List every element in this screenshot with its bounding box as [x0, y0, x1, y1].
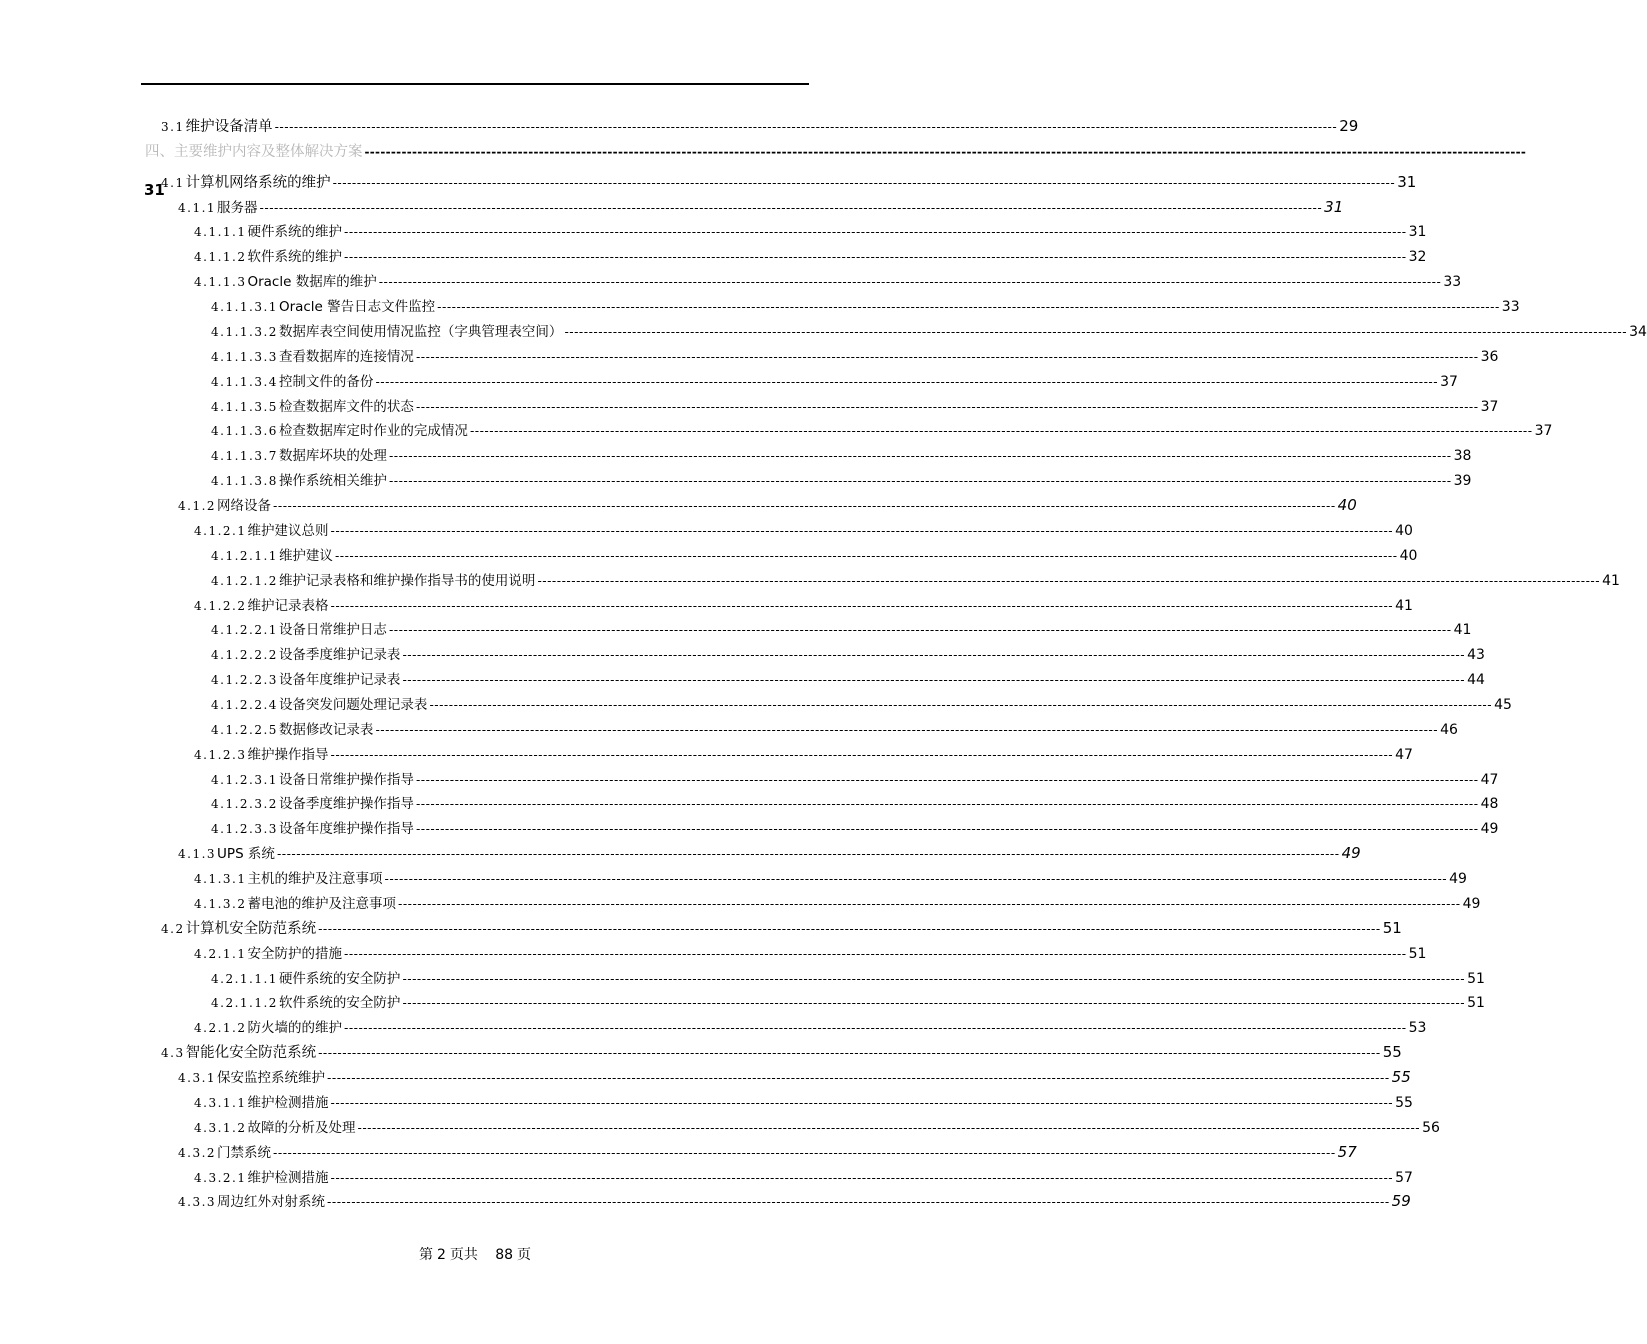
- footer-current-page: 2: [436, 1247, 446, 1263]
- toc-entry-title: 维护建议总则: [247, 522, 329, 539]
- toc-entry-title: 四、主要维护内容及整体解决方案: [145, 143, 363, 160]
- toc-entry-title: 软件系统的维护: [247, 249, 342, 266]
- toc-entry-number: 4.1.1.1: [194, 225, 247, 240]
- toc-entry[interactable]: [211, 643, 1485, 665]
- toc-dot-leader: ----------------------------------------------------------------------------------------------------------------------------------------------------------------------------------------------------------------------------: [415, 772, 1479, 787]
- toc-dot-leader: ----------------------------------------------------------------------------------------------------------------------------------------------------------------------------------------------------------------------------: [318, 921, 1381, 936]
- toc-entry-title: Oracle 警告日志文件监控: [278, 299, 436, 316]
- toc-entry-number: 4.1.2.3.2: [211, 797, 278, 812]
- toc-entry[interactable]: [194, 270, 1462, 292]
- toc-entry-title: 设备年度维护操作指导: [278, 821, 414, 838]
- toc-entry-page: 45: [1494, 697, 1512, 713]
- toc-entry-page: 40: [1337, 496, 1357, 515]
- toc-entry[interactable]: [211, 991, 1485, 1013]
- toc-entry[interactable]: [194, 1016, 1427, 1038]
- toc-entry-number: 4.1.1.3.1: [211, 300, 278, 315]
- footer-total-pages: 88: [495, 1247, 514, 1263]
- toc-dot-leader: ----------------------------------------------------------------------------------------------------------------------------------------------------------------------------------------------------------------------------: [415, 822, 1479, 837]
- toc-entry-page: 31: [1324, 197, 1344, 216]
- toc-entry-page: 51: [1467, 995, 1485, 1012]
- toc-entry-page: 41: [1453, 622, 1472, 639]
- toc-entry-title: 硬件系统的维护: [247, 224, 342, 241]
- toc-entry-title: 设备年度维护记录表: [278, 672, 401, 689]
- toc-dot-leader: ----------------------------------------------------------------------------------------------------------------------------------------------------------------------------------------------------------------------------: [415, 399, 1479, 414]
- toc-dot-leader: ----------------------------------------------------------------------------------------------------------------------------------------------------------------------------------------------------------------------------: [402, 996, 1466, 1011]
- toc-entry[interactable]: [211, 817, 1499, 839]
- toc-entry-number: 4.1.2.3.1: [211, 772, 278, 787]
- toc-entry-number: 4.1.2.2.2: [211, 648, 278, 663]
- toc-entry-title: 硬件系统的安全防护: [278, 970, 401, 987]
- toc-entry[interactable]: [211, 345, 1499, 367]
- toc-entry-number: 4.3.2.1: [194, 1170, 247, 1185]
- toc-entry[interactable]: [161, 171, 1417, 193]
- toc-entry[interactable]: [178, 1141, 1357, 1163]
- toc-entry-title: Oracle 数据库的维护: [247, 274, 377, 291]
- toc-entry-title: 操作系统相关维护: [278, 473, 387, 490]
- toc-entry[interactable]: [161, 917, 1402, 939]
- toc-entry-number: 3.1: [161, 120, 185, 134]
- toc-entry-page: 37: [1480, 398, 1499, 415]
- toc-entry-number: 4.2: [161, 921, 185, 936]
- toc-entry-page: 49: [1341, 844, 1361, 863]
- toc-dot-leader: ----------------------------------------------------------------------------------------------------------------------------------------------------------------------------------------------------------------------------: [364, 144, 1527, 159]
- toc-entry-page: 36: [1480, 348, 1499, 365]
- toc-dot-leader: ----------------------------------------------------------------------------------------------------------------------------------------------------------------------------------------------------------------------------: [378, 275, 1442, 290]
- toc-entry-title: 故障的分析及处理: [247, 1119, 356, 1136]
- toc-entry-number: 4.1.2.2.4: [211, 698, 278, 712]
- toc-dot-leader: ----------------------------------------------------------------------------------------------------------------------------------------------------------------------------------------------------------------------------: [384, 872, 1448, 887]
- toc-entry-number: 4.1.1.3.8: [211, 474, 278, 489]
- toc-entry[interactable]: [194, 220, 1427, 242]
- toc-entry[interactable]: [211, 320, 1647, 342]
- toc-entry-page: 56: [1422, 1119, 1440, 1136]
- toc-entry[interactable]: [211, 395, 1499, 417]
- toc-dot-leader: ----------------------------------------------------------------------------------------------------------------------------------------------------------------------------------------------------------------------------: [318, 1046, 1381, 1061]
- toc-entry[interactable]: [194, 519, 1413, 541]
- toc-entry-page: 40: [1399, 547, 1418, 564]
- toc-entry-title: 周边红外对射系统: [217, 1194, 326, 1211]
- toc-entry-page: 57: [1395, 1169, 1413, 1186]
- toc-entry-number: 4.1: [161, 175, 185, 190]
- toc-entry-title: 计算机安全防范系统: [185, 920, 317, 937]
- toc-entry-page: 51: [1408, 945, 1427, 962]
- toc-dot-leader: ----------------------------------------------------------------------------------------------------------------------------------------------------------------------------------------------------------------------------: [343, 250, 1407, 265]
- toc-entry-page: 48: [1480, 796, 1499, 813]
- toc-entry-title: 数据修改记录表: [278, 721, 374, 738]
- toc-entry-title: 检查数据库定时作业的完成情况: [278, 423, 468, 440]
- toc-entry-title: 数据库表空间使用情况监控（字典管理表空间）: [278, 323, 563, 340]
- toc-entry-title: 防火墙的的维护: [247, 1020, 342, 1037]
- toc-entry-page: 29: [1339, 117, 1359, 135]
- toc-entry[interactable]: [178, 1066, 1411, 1088]
- toc-dot-leader: ----------------------------------------------------------------------------------------------------------------------------------------------------------------------------------------------------------------------------: [437, 300, 1500, 315]
- toc-entry-page: 41: [1395, 597, 1413, 614]
- toc-entry-title: 维护检测措施: [247, 1094, 329, 1111]
- toc-entry-number: 4.1.2: [178, 499, 217, 514]
- toc-entry-number: 4.1.1: [178, 200, 217, 215]
- toc-entry-title: 门禁系统: [217, 1144, 272, 1161]
- toc-dot-leader: ----------------------------------------------------------------------------------------------------------------------------------------------------------------------------------------------------------------------------: [402, 971, 1466, 986]
- toc-entry-title: 维护记录表格: [247, 597, 329, 614]
- toc-entry-title: 智能化安全防范系统: [185, 1045, 317, 1062]
- toc-entry-title: 查看数据库的连接情况: [278, 348, 414, 365]
- toc-entry-title: 安全防护的措施: [247, 945, 342, 962]
- toc-dot-leader: ----------------------------------------------------------------------------------------------------------------------------------------------------------------------------------------------------------------------------: [330, 1170, 1394, 1185]
- toc-entry-number: 4.3: [161, 1046, 185, 1061]
- toc-entry-page: 40: [1395, 522, 1413, 539]
- toc-entry-page: 49: [1462, 895, 1481, 912]
- footer-middle: 页共: [449, 1247, 478, 1263]
- toc-entry[interactable]: [194, 892, 1481, 914]
- toc-dot-leader: ----------------------------------------------------------------------------------------------------------------------------------------------------------------------------------------------------------------------------: [276, 847, 1340, 862]
- toc-entry-number: 4.1.2.1: [194, 523, 247, 538]
- toc-entry-title: 服务器: [217, 199, 258, 216]
- toc-entry-page: 37: [1440, 373, 1458, 390]
- toc-dot-leader: ----------------------------------------------------------------------------------------------------------------------------------------------------------------------------------------------------------------------------: [402, 648, 1466, 663]
- toc-entry-title: 网络设备: [217, 498, 272, 515]
- toc-entry-number: 4.1.3.1: [194, 872, 247, 887]
- toc-entry-page: 55: [1382, 1043, 1402, 1062]
- toc-entry-page: 31: [1408, 224, 1427, 241]
- toc-entry[interactable]: [178, 1190, 1411, 1212]
- toc-dot-leader: ----------------------------------------------------------------------------------------------------------------------------------------------------------------------------------------------------------------------------: [330, 598, 1394, 613]
- toc-dot-leader: ----------------------------------------------------------------------------------------------------------------------------------------------------------------------------------------------------------------------------: [343, 946, 1407, 961]
- toc-entry-page: 32: [1408, 249, 1427, 266]
- toc-entry-page: 47: [1480, 771, 1499, 788]
- footer-prefix: 第: [418, 1247, 433, 1263]
- toc-entry-page: 46: [1440, 721, 1458, 738]
- toc-entry-title: 设备季度维护记录表: [278, 647, 401, 664]
- toc-entry-number: 4.1.1.3: [194, 275, 247, 290]
- toc-entry[interactable]: [145, 140, 1527, 162]
- toc-entry-number: 4.1.2.1.2: [211, 573, 278, 588]
- toc-entry-title: 维护设备清单: [185, 119, 273, 135]
- toc-dot-leader: ----------------------------------------------------------------------------------------------------------------------------------------------------------------------------------------------------------------------------: [388, 623, 1452, 638]
- toc-entry[interactable]: [211, 618, 1472, 640]
- toc-entry-number: 4.1.1.3.3: [211, 349, 278, 364]
- toc-entry[interactable]: [194, 1166, 1413, 1188]
- toc-entry[interactable]: [211, 544, 1418, 566]
- toc-entry-page: 55: [1391, 1068, 1411, 1087]
- toc-dot-leader: ----------------------------------------------------------------------------------------------------------------------------------------------------------------------------------------------------------------------------: [375, 722, 1439, 737]
- toc-entry[interactable]: [194, 1116, 1440, 1138]
- toc-entry-number: 4.3.2: [178, 1145, 217, 1160]
- toc-entry[interactable]: [194, 594, 1413, 616]
- toc-dot-leader: ----------------------------------------------------------------------------------------------------------------------------------------------------------------------------------------------------------------------------: [537, 573, 1601, 588]
- toc-entry-number: 4.1.1.3.6: [211, 424, 278, 439]
- toc-entry-page: 43: [1467, 647, 1485, 664]
- toc-entry-page: 57: [1337, 1142, 1357, 1161]
- toc-dot-leader: ----------------------------------------------------------------------------------------------------------------------------------------------------------------------------------------------------------------------------: [334, 548, 1398, 563]
- toc-entry[interactable]: [161, 115, 1359, 137]
- toc-entry-page: 34: [1629, 323, 1647, 340]
- toc-dot-leader: ----------------------------------------------------------------------------------------------------------------------------------------------------------------------------------------------------------------------------: [273, 1145, 1336, 1160]
- toc-entry-title: 维护记录表格和维护操作指导书的使用说明: [278, 572, 536, 589]
- toc-dot-leader: ----------------------------------------------------------------------------------------------------------------------------------------------------------------------------------------------------------------------------: [415, 349, 1479, 364]
- toc-entry[interactable]: [194, 867, 1467, 889]
- toc-entry-title: 维护建议: [278, 547, 333, 564]
- toc-entry-page: 49: [1480, 821, 1499, 838]
- toc-entry[interactable]: [194, 942, 1427, 964]
- toc-entry-page: 53: [1408, 1020, 1427, 1037]
- toc-dot-leader: ----------------------------------------------------------------------------------------------------------------------------------------------------------------------------------------------------------------------------: [388, 474, 1452, 489]
- toc-entry-number: 4.1.2.2: [194, 598, 247, 613]
- toc-entry[interactable]: [211, 419, 1553, 441]
- toc-entry-title: 蓄电池的维护及注意事项: [247, 895, 396, 912]
- toc-entry-number: 4.1.1.3.2: [211, 324, 278, 339]
- toc-entry-number: 4.3.3: [178, 1195, 217, 1210]
- toc-dot-leader: ----------------------------------------------------------------------------------------------------------------------------------------------------------------------------------------------------------------------------: [415, 797, 1479, 812]
- toc-entry-title: 维护检测措施: [247, 1169, 329, 1186]
- toc-entry-title: 设备日常维护日志: [278, 622, 387, 639]
- toc-entry[interactable]: [211, 295, 1520, 317]
- toc-entry[interactable]: [211, 668, 1485, 690]
- toc-dot-leader: ----------------------------------------------------------------------------------------------------------------------------------------------------------------------------------------------------------------------------: [327, 1071, 1390, 1086]
- toc-entry-title: 设备季度维护操作指导: [278, 796, 414, 813]
- toc-entry[interactable]: [178, 196, 1344, 218]
- toc-dot-leader: ----------------------------------------------------------------------------------------------------------------------------------------------------------------------------------------------------------------------------: [343, 1021, 1407, 1036]
- toc-entry-page: 38: [1453, 448, 1472, 465]
- toc-entry[interactable]: [178, 494, 1357, 516]
- toc-entry-number: 4.1.1.3.5: [211, 399, 278, 414]
- toc-dot-leader: ----------------------------------------------------------------------------------------------------------------------------------------------------------------------------------------------------------------------------: [357, 1120, 1421, 1135]
- toc-dot-leader: ----------------------------------------------------------------------------------------------------------------------------------------------------------------------------------------------------------------------------: [327, 1195, 1390, 1210]
- toc-entry-number: 4.3.1.2: [194, 1120, 247, 1135]
- toc-entry-title: 软件系统的安全防护: [278, 995, 401, 1012]
- toc-entry[interactable]: [211, 693, 1512, 715]
- toc-entry-number: 4.1.1.2: [194, 250, 247, 265]
- toc-entry-page: 59: [1391, 1192, 1411, 1211]
- toc-dot-leader: ----------------------------------------------------------------------------------------------------------------------------------------------------------------------------------------------------------------------------: [375, 374, 1439, 389]
- toc-entry-title: 主机的维护及注意事项: [247, 871, 383, 888]
- toc-entry-number: 4.1.3: [178, 847, 217, 862]
- toc-entry-page: 49: [1449, 871, 1467, 888]
- toc-dot-leader: ----------------------------------------------------------------------------------------------------------------------------------------------------------------------------------------------------------------------------: [332, 175, 1396, 190]
- toc-entry-title: 设备突发问题处理记录表: [278, 697, 428, 713]
- footer-suffix: 页: [517, 1247, 532, 1263]
- toc-entry-title: 控制文件的备份: [278, 373, 374, 390]
- toc-entry-title: 维护操作指导: [247, 746, 329, 763]
- toc-entry[interactable]: [211, 792, 1499, 814]
- toc-entry-number: 4.1.1.3.4: [211, 374, 278, 389]
- toc-entry-number: 4.1.2.2.5: [211, 722, 278, 737]
- toc-dot-leader: ----------------------------------------------------------------------------------------------------------------------------------------------------------------------------------------------------------------------------: [259, 200, 1323, 215]
- toc-dot-leader: ----------------------------------------------------------------------------------------------------------------------------------------------------------------------------------------------------------------------------: [388, 449, 1452, 464]
- toc-entry[interactable]: [211, 718, 1458, 740]
- page-footer: [0, 1244, 950, 1264]
- toc-entry-page: 39: [1453, 473, 1472, 490]
- toc-entry-number: 4.2.1.1.1: [211, 971, 278, 986]
- toc-dot-leader: ----------------------------------------------------------------------------------------------------------------------------------------------------------------------------------------------------------------------------: [564, 324, 1628, 339]
- toc-dot-leader: ----------------------------------------------------------------------------------------------------------------------------------------------------------------------------------------------------------------------------: [397, 896, 1461, 911]
- toc-entry[interactable]: [211, 569, 1620, 591]
- toc-entry-number: 4.1.2.1.1: [211, 548, 278, 563]
- toc-entry-number: 4.1.2.2.3: [211, 673, 278, 688]
- toc-entry-page: 33: [1443, 274, 1462, 291]
- toc-dot-leader: ----------------------------------------------------------------------------------------------------------------------------------------------------------------------------------------------------------------------------: [469, 424, 1533, 439]
- toc-entry-page: 44: [1467, 672, 1485, 689]
- toc-entry-title: UPS 系统: [217, 846, 275, 863]
- toc-entry[interactable]: [211, 768, 1499, 790]
- toc-entry[interactable]: [211, 967, 1485, 989]
- toc-entry-page: 51: [1467, 970, 1485, 987]
- stray-page-number: 31: [144, 181, 165, 199]
- toc-entry-title: 检查数据库文件的状态: [278, 398, 414, 415]
- toc-entry-number: 4.1.3.2: [194, 896, 247, 911]
- toc-entry[interactable]: [178, 842, 1361, 864]
- toc-entry-page: 41: [1602, 572, 1620, 589]
- toc-entry[interactable]: [211, 444, 1472, 466]
- toc-entry[interactable]: [211, 370, 1458, 392]
- toc-entry-title: 设备日常维护操作指导: [278, 771, 414, 788]
- toc-entry[interactable]: [194, 245, 1427, 267]
- toc-entry-page: 51: [1382, 918, 1402, 937]
- toc-dot-leader: ----------------------------------------------------------------------------------------------------------------------------------------------------------------------------------------------------------------------------: [273, 499, 1336, 514]
- toc-entry[interactable]: [194, 1091, 1413, 1113]
- toc-entry-number: 4.3.1: [178, 1071, 217, 1086]
- toc-entry-number: 4.2.1.1.2: [211, 996, 278, 1011]
- toc-entry[interactable]: [194, 743, 1413, 765]
- toc-dot-leader: ----------------------------------------------------------------------------------------------------------------------------------------------------------------------------------------------------------------------------: [343, 225, 1407, 240]
- toc-entry-number: 4.2.1.2: [194, 1021, 247, 1036]
- toc-dot-leader: ----------------------------------------------------------------------------------------------------------------------------------------------------------------------------------------------------------------------------: [330, 747, 1394, 762]
- toc-dot-leader: ----------------------------------------------------------------------------------------------------------------------------------------------------------------------------------------------------------------------------: [330, 1095, 1394, 1110]
- toc-entry-page: 37: [1534, 423, 1553, 440]
- toc-entry-page: 55: [1395, 1094, 1413, 1111]
- toc-entry-number: 4.2.1.1: [194, 946, 247, 961]
- toc-dot-leader: ----------------------------------------------------------------------------------------------------------------------------------------------------------------------------------------------------------------------------: [274, 120, 1338, 134]
- toc-entry-number: 4.1.2.3: [194, 747, 247, 762]
- toc-entry-page: 31: [1397, 172, 1417, 191]
- toc-entry-number: 4.1.2.2.1: [211, 623, 278, 638]
- toc-entry-number: 4.3.1.1: [194, 1095, 247, 1110]
- toc-entry[interactable]: [161, 1041, 1402, 1063]
- toc-entry[interactable]: [211, 469, 1472, 491]
- toc-entry-number: 4.1.2.3.3: [211, 822, 278, 837]
- toc-entry-page: 47: [1395, 746, 1413, 763]
- toc-dot-leader: ----------------------------------------------------------------------------------------------------------------------------------------------------------------------------------------------------------------------------: [429, 698, 1493, 712]
- toc-dot-leader: ----------------------------------------------------------------------------------------------------------------------------------------------------------------------------------------------------------------------------: [402, 673, 1466, 688]
- toc-entry-title: 计算机网络系统的维护: [185, 174, 331, 191]
- toc-entry-title: 数据库坏块的处理: [278, 448, 387, 465]
- toc-dot-leader: ----------------------------------------------------------------------------------------------------------------------------------------------------------------------------------------------------------------------------: [330, 523, 1394, 538]
- toc-entry-page: 33: [1501, 299, 1520, 316]
- toc-entry-number: 4.1.1.3.7: [211, 449, 278, 464]
- toc-entry-title: 保安监控系统维护: [217, 1070, 326, 1087]
